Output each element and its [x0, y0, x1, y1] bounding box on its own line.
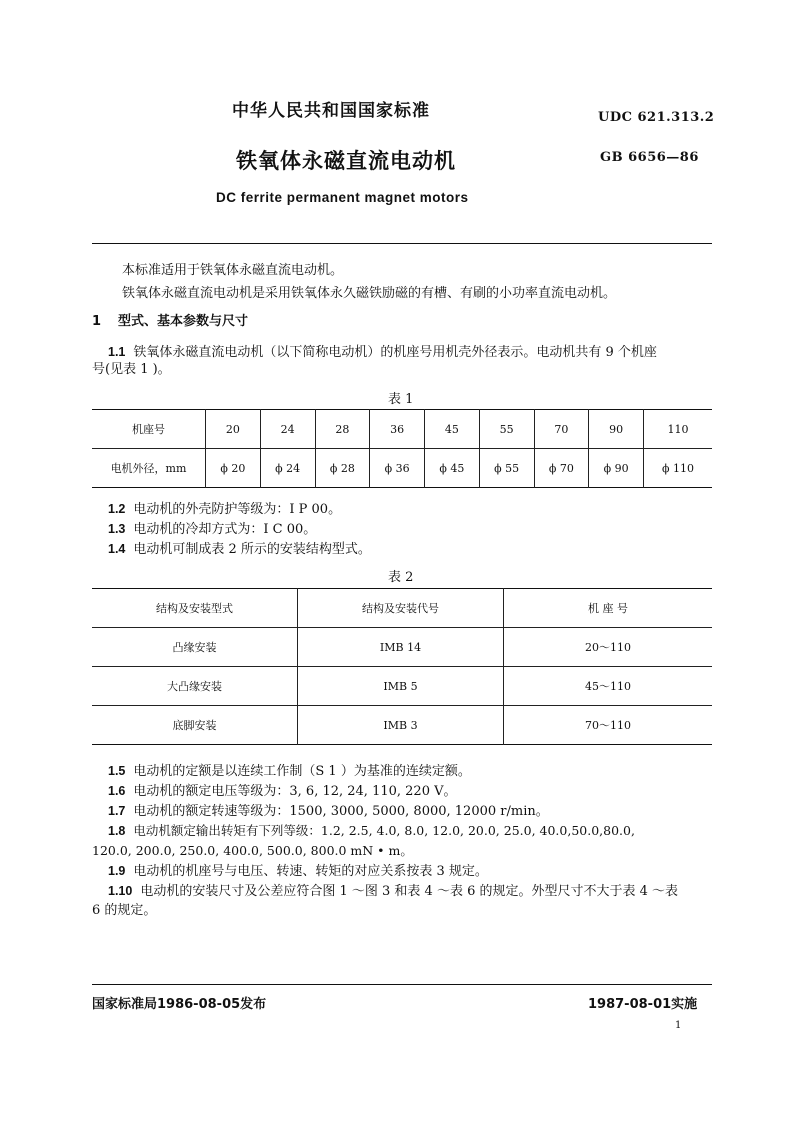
clause-1-1 [108, 343, 657, 362]
table-cell: ϕ 36 [370, 449, 425, 488]
table-cell: 底脚安装 [92, 706, 298, 745]
clause-number: 1.5 [108, 764, 126, 778]
udc-code: UDC 621.313.2 [598, 110, 715, 125]
clause-1-8-continuation: 120.0, 200.0, 250.0, 400.0, 500.0, 800.0 mN • m。 [92, 843, 413, 858]
table-1-caption: 表 1 [388, 392, 414, 407]
issue-date: 国家标准局1986-08-05发布 [92, 997, 267, 1012]
table-row [92, 706, 712, 745]
clause-number: 1.3 [108, 522, 126, 536]
clause-text: 电动机的外壳防护等级为：I P 00。 [133, 502, 342, 517]
table-cell: ϕ 70 [534, 449, 589, 488]
table-2-caption: 表 2 [388, 570, 414, 585]
clause-number: 1.4 [108, 542, 126, 556]
table-cell: 110 [644, 410, 713, 449]
clause-number: 1.9 [108, 864, 126, 878]
table-header-cell: 结构及安装型式 [92, 589, 298, 628]
table-cell: 28 [315, 410, 370, 449]
clause-text: 电动机的冷却方式为：I C 00。 [133, 522, 317, 537]
table-row [92, 410, 712, 449]
clause-1-10 [108, 882, 678, 901]
table-cell: 45 [425, 410, 480, 449]
clause-number: 1.10 [108, 884, 133, 898]
table-cell: IMB 14 [298, 628, 504, 667]
clause-text: 电动机可制成表 2 所示的安装结构型式。 [133, 542, 371, 557]
intro-paragraph-2: 铁氧体永磁直流电动机是采用铁氧体永久磁铁励磁的有槽、有刷的小功率直流电动机。 [122, 286, 617, 301]
section-number: 1 [92, 314, 102, 329]
clause-1-4 [108, 540, 371, 559]
table-cell: 大凸缘安装 [92, 667, 298, 706]
table-cell: 机座号 [92, 410, 206, 449]
document-title-cn: 铁氧体永磁直流电动机 [236, 149, 456, 173]
table-header-row [92, 589, 712, 628]
clause-1-8 [108, 822, 635, 840]
table-header-cell: 结构及安装代号 [298, 589, 504, 628]
table-row [92, 449, 712, 488]
clause-1-7 [108, 802, 549, 821]
intro-paragraph-1: 本标准适用于铁氧体永磁直流电动机。 [122, 263, 344, 278]
document-title-en: DC ferrite permanent magnet motors [216, 190, 469, 205]
clause-text: 铁氧体永磁直流电动机（以下简称电动机）的机座号用机壳外径表示。电动机共有 9 个机座 [133, 345, 657, 360]
clause-text: 电动机的安装尺寸及公差应符合图 1 ～图 3 和表 4 ～表 6 的规定。外型尺寸不大于表 4 ～表 [140, 884, 679, 899]
clause-number: 1.1 [108, 345, 126, 359]
table-cell: 凸缘安装 [92, 628, 298, 667]
table-cell: ϕ 45 [425, 449, 480, 488]
clause-1-10-continuation: 6 的规定。 [92, 903, 157, 918]
page-number: 1 [675, 1020, 682, 1031]
effective-date: 1987-08-01实施 [588, 997, 698, 1012]
table-cell: ϕ 110 [644, 449, 713, 488]
clause-1-9 [108, 862, 488, 881]
clause-text: 电动机额定输出转矩有下列等级：1.2, 2.5, 4.0, 8.0, 12.0, 20.0, 25.0, 40.0,50.0,80.0, [133, 823, 635, 838]
clause-number: 1.6 [108, 784, 126, 798]
table-cell: 电机外径，mm [92, 449, 206, 488]
clause-number: 1.7 [108, 804, 126, 818]
table-cell: ϕ 55 [479, 449, 534, 488]
footer-divider [92, 984, 712, 985]
clause-number: 1.8 [108, 824, 126, 838]
table-cell: 20 [206, 410, 261, 449]
section-1-heading [92, 313, 248, 331]
table-2 [92, 588, 712, 745]
table-cell: 24 [260, 410, 315, 449]
issuing-body: 中华人民共和国国家标准 [232, 101, 430, 121]
table-cell: 70 [534, 410, 589, 449]
table-cell: IMB 5 [298, 667, 504, 706]
clause-number: 1.2 [108, 502, 126, 516]
standard-number: GB 6656—86 [600, 150, 699, 165]
table-1 [92, 409, 712, 488]
clause-1-6 [108, 782, 457, 801]
clause-text: 电动机的额定电压等级为：3, 6, 12, 24, 110, 220 V。 [133, 784, 457, 799]
table-cell: IMB 3 [298, 706, 504, 745]
table-row [92, 667, 712, 706]
table-cell: ϕ 24 [260, 449, 315, 488]
clause-1-5 [108, 762, 471, 781]
clause-1-2 [108, 500, 341, 519]
table-cell: 45～110 [504, 667, 713, 706]
clause-text: 电动机的额定转速等级为：1500, 3000, 5000, 8000, 12000 r/min。 [133, 804, 549, 819]
table-cell: 36 [370, 410, 425, 449]
table-cell: 55 [479, 410, 534, 449]
table-header-cell: 机 座 号 [504, 589, 713, 628]
table-cell: ϕ 28 [315, 449, 370, 488]
clause-text: 电动机的定额是以连续工作制（S 1 ）为基准的连续定额。 [133, 764, 471, 779]
section-title: 型式、基本参数与尺寸 [118, 314, 249, 329]
table-cell: ϕ 90 [589, 449, 644, 488]
clause-1-3 [108, 520, 316, 539]
clause-text: 电动机的机座号与电压、转速、转矩的对应关系按表 3 规定。 [133, 864, 488, 879]
table-cell: 20～110 [504, 628, 713, 667]
table-row [92, 628, 712, 667]
table-cell: 90 [589, 410, 644, 449]
clause-1-1-continuation: 号(见表 1 )。 [92, 362, 171, 377]
table-cell: ϕ 20 [206, 449, 261, 488]
table-cell: 70～110 [504, 706, 713, 745]
header-divider [92, 243, 712, 244]
